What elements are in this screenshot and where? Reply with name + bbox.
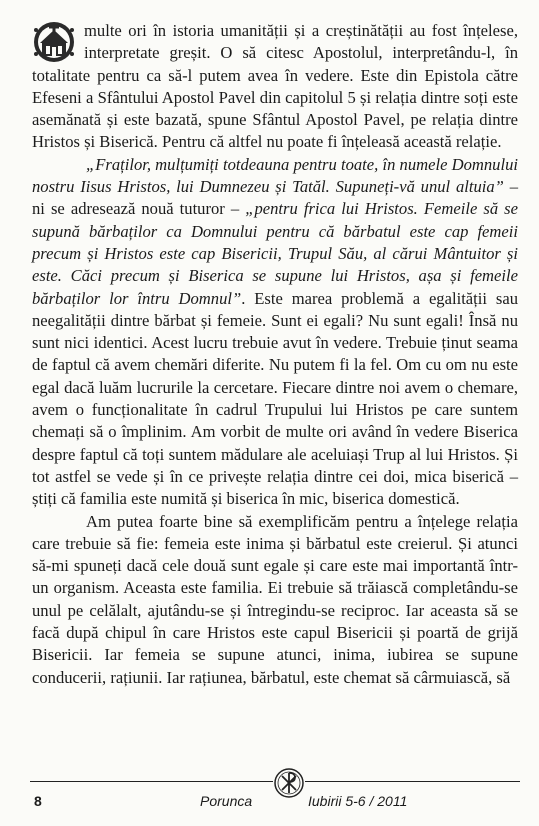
scripture-quote-a: „Fraților, mulțumiți totdeauna pentru toate, în numele Domnului nostru Iisus Hristos, lui Dumnezeu și Tatăl. Supuneți-vă unul altuia” (32, 154, 518, 197)
paragraph-2-aside: – ni se adresează nouă tuturor – (32, 177, 518, 219)
page-footer (30, 781, 520, 816)
scripture-quote-b: „pentru frica lui Hristos. Femeile să se supună bărbaților ca Domnului pentru că bărbatul este cap femeii precum și Hristos este cap Bisericii, Trupul Său, al cărui Mântuitor și este. Căci precum și Biserica se supune lui Hristos, așa și femeile bărbaților lor întru Domnul” (32, 199, 518, 308)
article-body (32, 20, 518, 689)
journal-issue: Iubirii 5-6 / 2011 (308, 793, 408, 809)
church-ornament-icon (30, 20, 78, 64)
paragraph-2-text: . Este marea problemă a egalității sau neegalității dintre bărbat și femeie. Sunt ei egali? Nu sunt egali! Însă nu sunt nici identici. Acest lucru trebuie avut în vedere. Trebuie ținut seama de faptul că avem chemări diferite. Nu putem fi la fel. Om cu om nu este egal dacă luăm lucrurile la cercetare. Fiecare dintre noi avem o chemare, avem o funcționalitate în cadrul Trupului lui Hristos pe care suntem chemați să o împlinim. Am vorbit de multe ori având în vedere Biserica despre faptul că toți suntem mădulare ale aceluiași Trup al lui Hristos. Și tot astfel se vede și în ce privește relația dintre cei doi, mica biserică – știți că familia este numită și biserica în mic, biserica domestică. (32, 288, 519, 509)
page-number: 8 (34, 793, 42, 809)
paragraph-1-text: multe ori în istoria umanității și a creștinătății au fost înțelese, interpretate greșit. O să citesc Apostolul, interpretându-l, în totalitate pentru ca să-l putem avea în vedere. Este din Epistola către Efeseni a Sfântului Apostol Pavel din capitolul 5 și relația dintre soți este asemănată și este bazată, spune Sfântul Apostol Pavel, pe relația dintre Hristos și Biserică. Pentru că altfel nu poate fi înțeleasă această relație. (32, 21, 518, 152)
paragraph-3: Am putea foarte bine să exemplificăm pentru a înțelege relația care trebuie să fie: femeia este inima și bărbatul este creierul. Și atunci să-mi spuneți dacă cele două sunt egale și care este mai importantă într-un organism. Aceasta este familia. Ei trebuie să trăiască completându-se unul pe celălalt, ajutându-se și întregindu-se reciproc. Iar aceasta să se facă după chipul în care Hristos este capul Bisericii și poartă de grijă Bisericii. Iar femeia se supune atunci, inima, iubirea se supune conducerii, rațiunii. Iar rațiunea, bărbatul, este chemat să cârmuiască, să (32, 511, 518, 687)
paragraph-2 (32, 154, 518, 511)
journal-title: Porunca (200, 793, 253, 809)
paragraph-1 (32, 20, 518, 154)
chi-rho-emblem-icon (273, 767, 305, 799)
